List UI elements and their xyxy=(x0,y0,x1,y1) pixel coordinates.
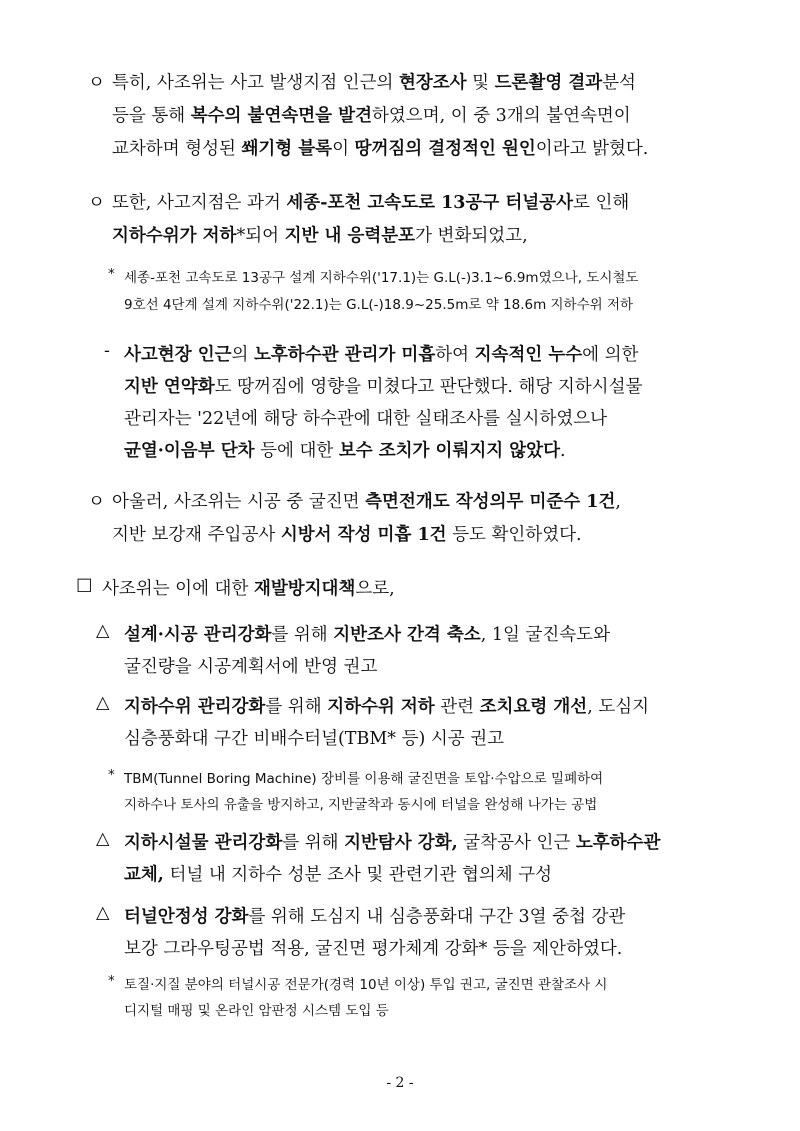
bold-text: 노후하수관 관리가 미흡 xyxy=(254,345,436,365)
text-run: 하였으며, 이 중 3개의 불연속면이 xyxy=(371,106,631,126)
text-line xyxy=(124,373,642,398)
bold-text: 지반조사 간격 축소 xyxy=(333,625,481,645)
text-line xyxy=(124,725,504,750)
text-run: 이 xyxy=(332,139,355,159)
text-line xyxy=(102,575,395,600)
bold-text: 지하수위 저하 xyxy=(327,697,435,717)
bold-text: 균열·이음부 단차 xyxy=(124,441,255,461)
text-run: 를 위해 xyxy=(282,833,345,853)
text-run: 를 위해 도심지 내 심층풍화대 구간 3열 중첩 강관 xyxy=(248,907,626,927)
text-run: 등을 통해 xyxy=(112,106,191,126)
bold-text: 지반탐사 강화, xyxy=(344,833,458,853)
text-run: 를 위해 xyxy=(271,625,334,645)
bold-text: 땅꺼짐의 결정적인 원인 xyxy=(354,139,536,159)
bold-text: 터널안정성 강화 xyxy=(124,907,249,927)
text-run: 지반 보강재 주입공사 xyxy=(112,525,281,545)
text-run: 굴진량을 시공계획서에 반영 권고 xyxy=(124,657,378,677)
text-run: 의 xyxy=(231,345,254,365)
text-line xyxy=(124,693,649,718)
bold-text: 보수 조치가 이뤄지지 않았다 xyxy=(338,441,560,461)
text-run: 특히, 사조위는 사고 발생지점 인근의 xyxy=(112,73,399,93)
triangle-icon: △ xyxy=(96,621,110,641)
bullet-dash-icon: - xyxy=(104,341,110,361)
text-run: 로 인해 xyxy=(572,193,630,213)
text-line xyxy=(124,903,625,928)
text-line xyxy=(124,405,607,430)
text-line xyxy=(124,621,610,646)
bold-text: 지반 내 응력분포 xyxy=(284,226,416,246)
text-run: 토질·지질 분야의 터널시공 전문가(경력 10년 이상) 투입 권고, 굴진면 관찰조사 시 xyxy=(124,977,608,993)
text-run: 지하수나 토사의 유출을 방지하고, 지반굴착과 동시에 터널을 완성해 나가는 공법 xyxy=(124,797,598,813)
bold-text: 지하수위 관리강화 xyxy=(124,697,266,717)
text-run: 에 의한 xyxy=(582,345,639,365)
text-run: 이라고 밝혔다. xyxy=(535,139,649,159)
bold-text: 복수의 불연속면을 발견 xyxy=(190,106,372,126)
text-run: 관련 xyxy=(434,697,480,717)
text-run: 보강 그라우팅공법 적용, 굴진면 평가체계 강화* 등을 제안하였다. xyxy=(124,939,623,959)
text-line xyxy=(124,793,597,813)
text-line xyxy=(124,266,638,286)
bold-text: 쐐기형 블록 xyxy=(241,139,333,159)
text-run: , xyxy=(615,492,621,512)
text-run: TBM(Tunnel Boring Machine) 장비를 이용해 굴진면을 토압·수압으로 밀폐하여 xyxy=(124,771,604,787)
text-run: 심층풍화대 구간 비배수터널(TBM* 등) 시공 권고 xyxy=(124,729,505,749)
text-run: *되어 xyxy=(236,226,285,246)
text-run: 도 땅꺼짐에 영향을 미쳤다고 판단했다. 해당 지하시설물 xyxy=(214,377,643,397)
text-run: 디지털 매핑 및 온라인 암판정 시스템 도입 등 xyxy=(124,1003,389,1019)
text-line xyxy=(112,488,621,513)
bold-text: 측면전개도 작성의무 미준수 1건 xyxy=(365,492,616,512)
bold-text: 지반 연약화 xyxy=(124,377,215,397)
text-line xyxy=(112,222,528,247)
text-run: 및 xyxy=(466,73,495,93)
text-run: 교차하며 형성된 xyxy=(112,139,242,159)
bold-text: 드론촬영 결과 xyxy=(494,73,603,93)
text-run: , 1일 굴진속도와 xyxy=(480,625,610,645)
bullet-circle-icon: ㅇ xyxy=(88,193,105,213)
text-run: . xyxy=(559,441,566,461)
text-run: 터널 내 지하수 성분 조사 및 관련기관 협의체 구성 xyxy=(163,865,553,885)
text-run: 등도 확인하였다. xyxy=(446,525,582,545)
text-line xyxy=(124,935,622,960)
text-line xyxy=(124,653,377,678)
text-line xyxy=(112,135,648,160)
page-number: - 2 - xyxy=(386,1075,414,1091)
bold-text: 재발방지대책 xyxy=(253,579,356,599)
text-run: 사조위는 이에 대한 xyxy=(102,579,254,599)
text-run: 하여 xyxy=(435,345,475,365)
text-run: 아울러, 사조위는 시공 중 굴진면 xyxy=(112,492,366,512)
asterisk-icon: * xyxy=(108,266,115,282)
text-line xyxy=(112,521,582,546)
text-line xyxy=(124,999,389,1019)
bold-text: 조치요령 개선 xyxy=(479,697,588,717)
text-run: 분석 xyxy=(602,73,636,93)
bullet-circle-icon: ㅇ xyxy=(88,492,105,512)
checkbox-square-icon: □ xyxy=(76,575,93,595)
asterisk-icon: * xyxy=(108,767,115,783)
triangle-icon: △ xyxy=(96,693,110,713)
bold-text: 사고현장 인근 xyxy=(124,345,232,365)
text-line xyxy=(124,293,633,313)
text-line xyxy=(112,69,636,94)
bold-text: 노후하수관 xyxy=(575,833,661,853)
asterisk-icon: * xyxy=(108,973,115,989)
text-run: 굴착공사 인근 xyxy=(457,833,576,853)
text-line xyxy=(124,829,660,854)
text-run: 관리자는 '22년에 해당 하수관에 대한 실태조사를 실시하였으나 xyxy=(124,409,608,429)
text-line xyxy=(124,973,607,993)
text-run: 세종-포천 고속도로 13공구 설계 지하수위('17.1)는 G.L(-)3.1~6.9m였으나, 도시철도 xyxy=(124,270,639,286)
text-run: 또한, 사고지점은 과거 xyxy=(112,193,287,213)
text-run: 으로, xyxy=(355,579,395,599)
text-run: , 도심지 xyxy=(587,697,650,717)
text-line xyxy=(124,341,638,366)
triangle-icon: △ xyxy=(96,829,110,849)
triangle-icon: △ xyxy=(96,903,110,923)
bold-text: 지속적인 누수 xyxy=(474,345,583,365)
bold-text: 세종-포천 고속도로 13공구 터널공사 xyxy=(286,193,573,213)
text-line xyxy=(112,102,631,127)
bold-text: 지하시설물 관리강화 xyxy=(124,833,283,853)
bullet-circle-icon: ㅇ xyxy=(88,73,105,93)
bold-text: 지하수위가 저하 xyxy=(112,226,237,246)
bold-text: 설계·시공 관리강화 xyxy=(124,625,272,645)
text-line xyxy=(124,767,603,787)
text-line xyxy=(112,189,629,214)
text-line xyxy=(124,437,566,462)
text-run: 등에 대한 xyxy=(254,441,339,461)
bold-text: 교체, xyxy=(124,865,164,885)
text-line xyxy=(124,861,552,886)
text-run: 가 변화되었고, xyxy=(415,226,528,246)
bold-text: 시방서 작성 미흡 1건 xyxy=(280,525,447,545)
text-run: 9호선 4단계 설계 지하수위('22.1)는 G.L(-)18.9~25.5m로 약 18.6m 지하수위 저하 xyxy=(124,297,634,313)
text-run: 를 위해 xyxy=(265,697,328,717)
bold-text: 현장조사 xyxy=(398,73,467,93)
